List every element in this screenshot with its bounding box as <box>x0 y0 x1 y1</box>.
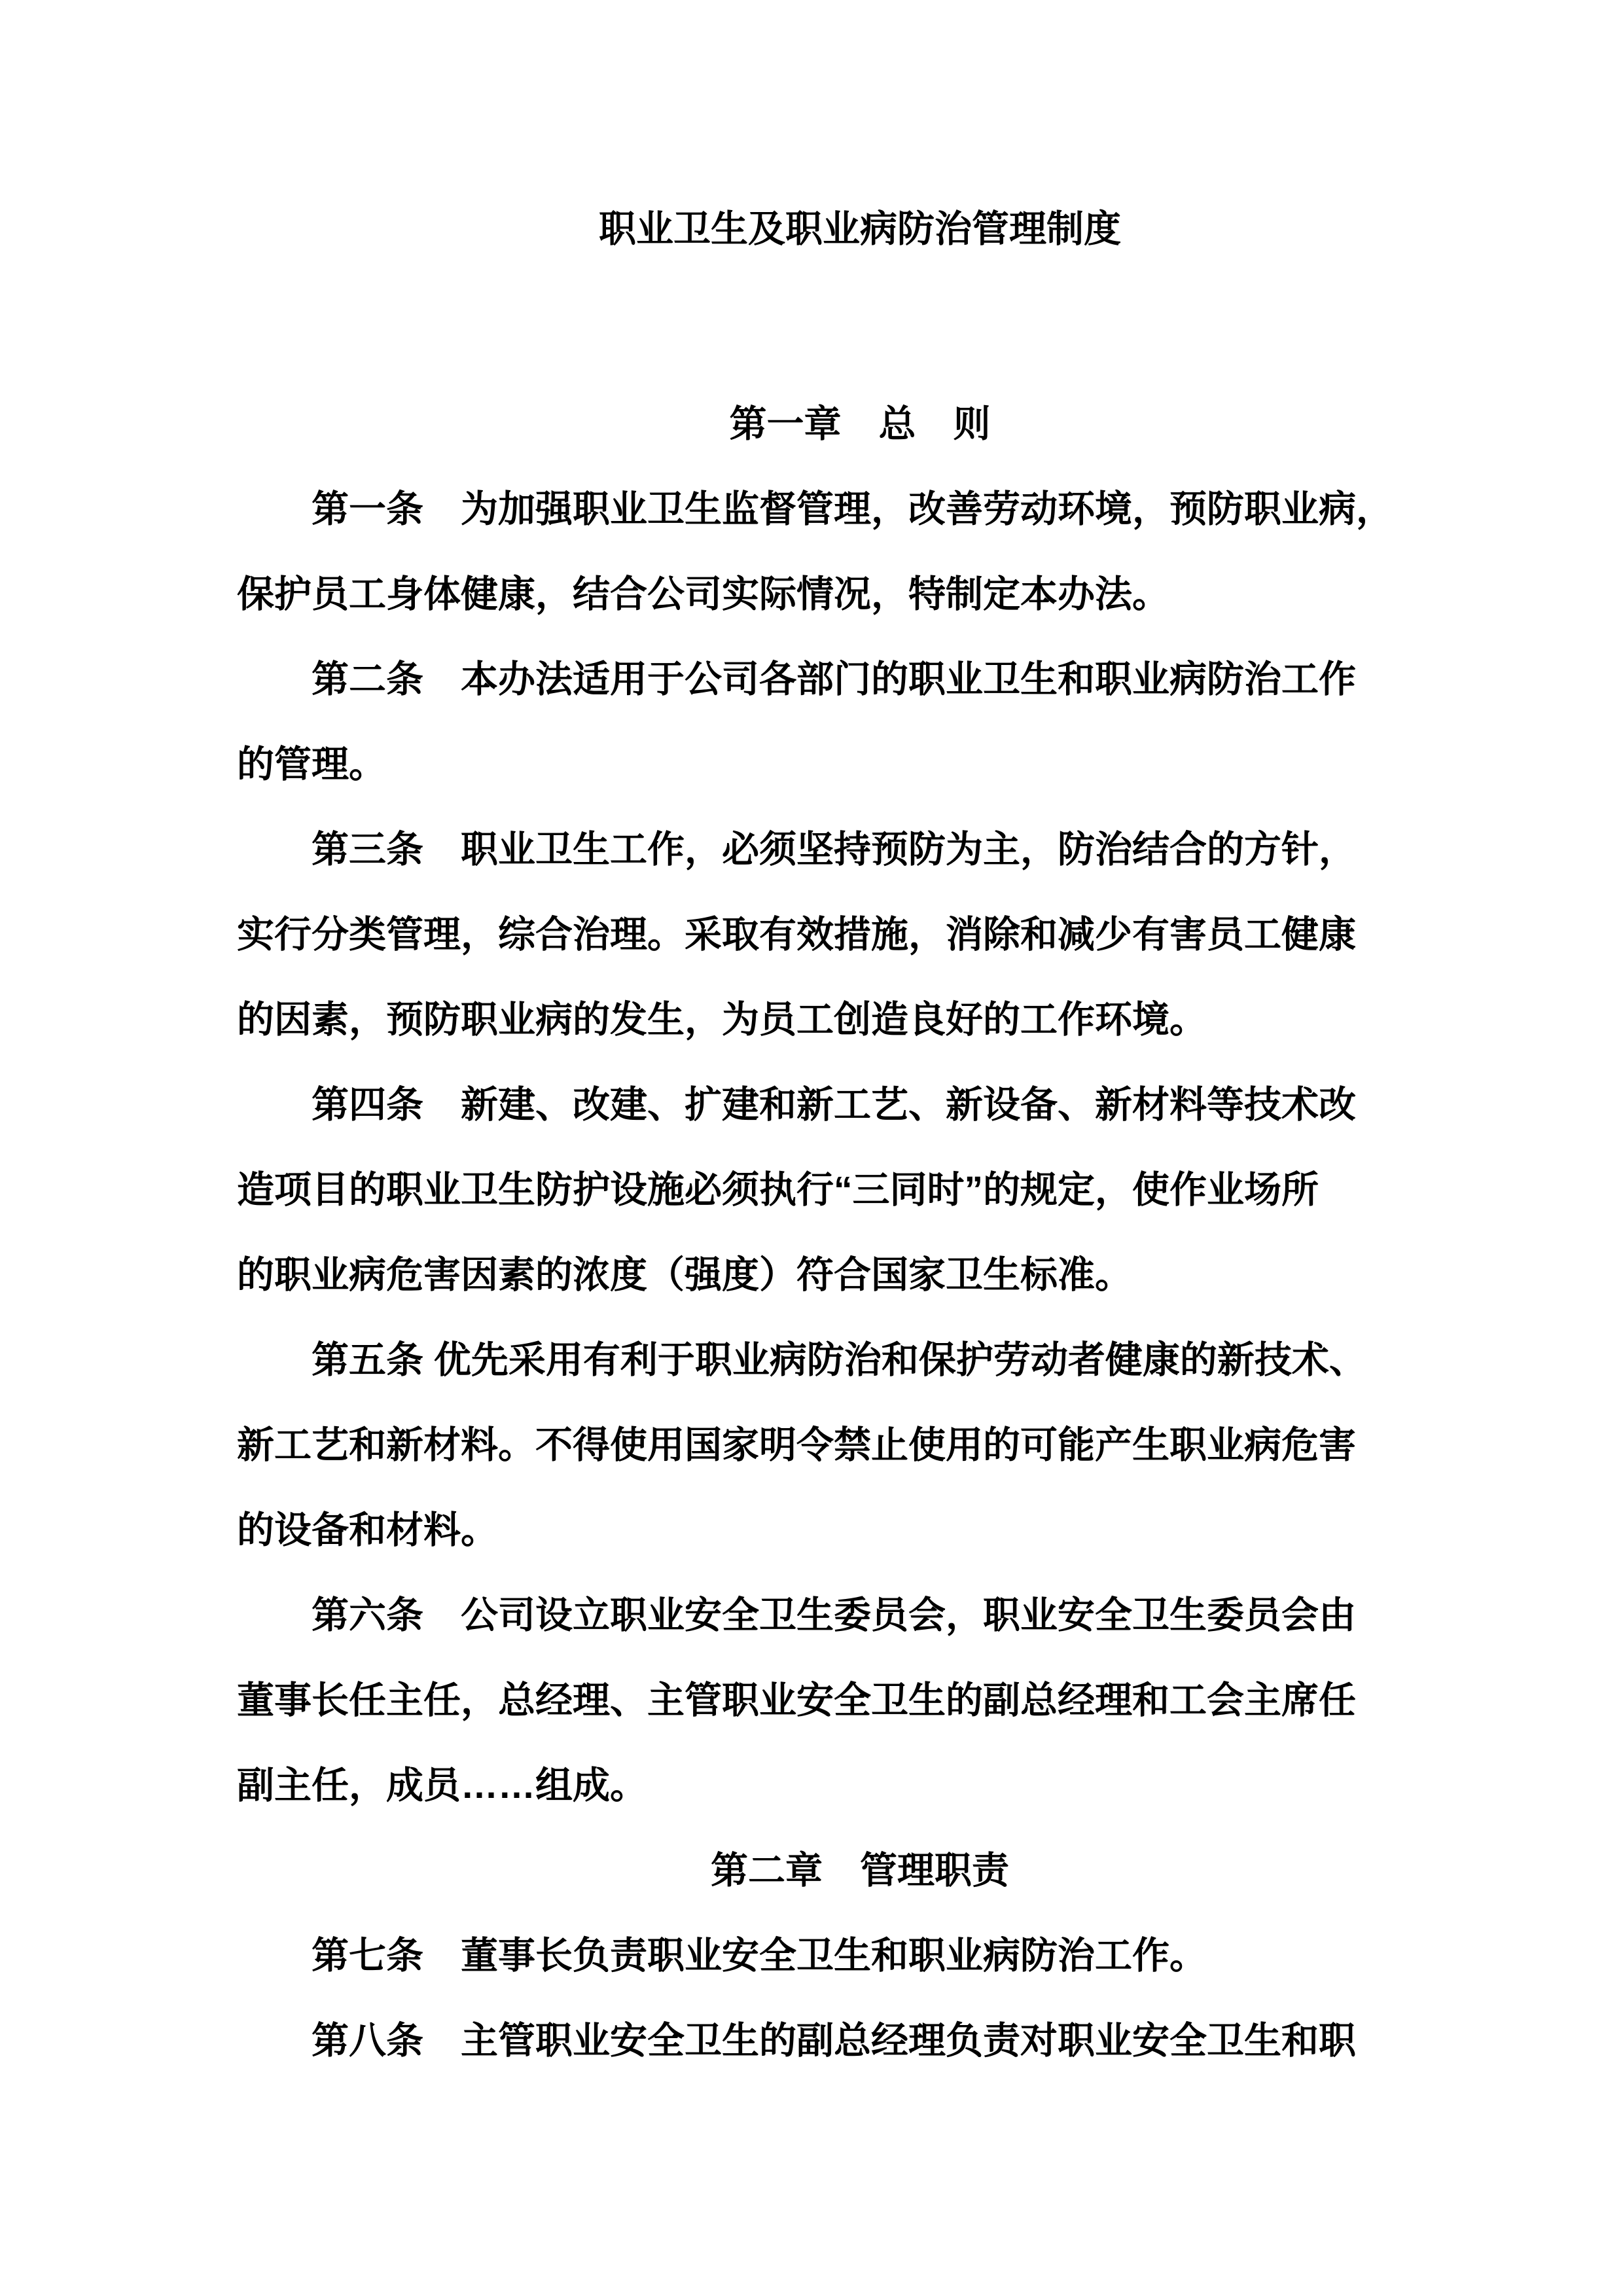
body-line: 第五条 优先采用有利于职业病防治和保护劳动者健康的新技术、 <box>312 1339 1366 1381</box>
body-line: 的因素，预防职业病的发生，为员工创造良好的工作环境。 <box>237 999 1207 1041</box>
document-body <box>237 382 1408 2083</box>
title-spacer <box>237 272 1408 382</box>
body-line: 新工艺和新材料。不得使用国家明令禁止使用的可能产生职业病危害 <box>237 1424 1356 1466</box>
body-line: 的设备和材料。 <box>237 1509 498 1551</box>
body-line: 的管理。 <box>237 744 386 785</box>
body-line: 保护员工身体健康，结合公司实际情况，特制定本办法。 <box>237 573 1169 615</box>
body-line: 董事长任主任，总经理、主管职业安全卫生的副总经理和工会主席任 <box>237 1679 1356 1721</box>
chapter-heading: 第一章 总 则 <box>729 403 991 445</box>
body-line: 第四条 新建、改建、扩建和新工艺、新设备、新材料等技术改 <box>312 1084 1356 1126</box>
body-line: 第八条 主管职业安全卫生的副总经理负责对职业安全卫生和职 <box>312 2020 1356 2062</box>
document-title: 职业卫生及职业病防治管理制度 <box>599 208 1121 250</box>
body-line: 的职业病危害因素的浓度（强度）符合国家卫生标准。 <box>237 1254 1132 1296</box>
chapter-heading: 第二章 管理职责 <box>711 1850 1009 1892</box>
body-line: 实行分类管理，综合治理。采取有效措施，消除和减少有害员工健康 <box>237 914 1356 956</box>
body-line: 第六条 公司设立职业安全卫生委员会，职业安全卫生委员会由 <box>312 1594 1356 1636</box>
body-line: 第三条 职业卫生工作，必须坚持预防为主，防治结合的方针， <box>312 829 1356 870</box>
body-line: 副主任，成员……组成。 <box>237 1765 647 1806</box>
body-line: 造项目的职业卫生防护设施必须执行“三同时”的规定，使作业场所 <box>237 1169 1319 1211</box>
body-line: 第七条 董事长负责职业安全卫生和职业病防治工作。 <box>312 1935 1207 1977</box>
body-line: 第二条 本办法适用于公司各部门的职业卫生和职业病防治工作 <box>312 658 1356 700</box>
body-line: 第一条 为加强职业卫生监督管理，改善劳动环境，预防职业病， <box>312 488 1393 530</box>
